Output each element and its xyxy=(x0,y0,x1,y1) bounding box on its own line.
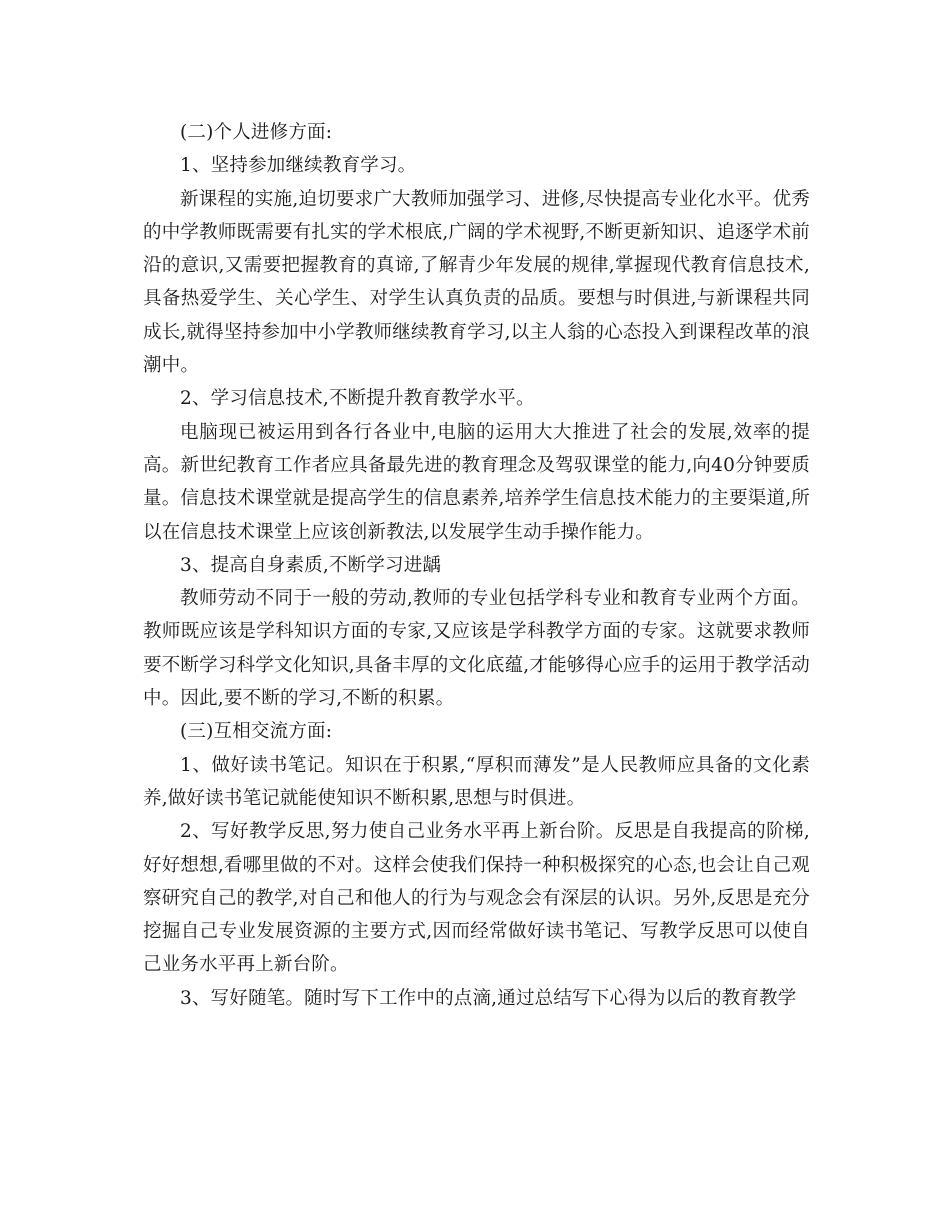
document-body xyxy=(143,116,810,1015)
item-heading-self-improvement: 3、提高自身素质,不断学习进龋 xyxy=(180,554,442,576)
item-heading-continuing-education: 1、坚持参加继续教育学习。 xyxy=(180,155,417,177)
section-heading-mutual-exchange: (三)互相交流方面: xyxy=(180,721,333,743)
section-heading-personal-study: (二)个人进修方面: xyxy=(180,122,333,143)
paragraph-reading-notes: 1、做好读书笔记。知识在于积累,“厚积而薄发”是人民教师应具备的文化素养,做好读书笔记就能使知识不断积累,思想与时俱进。 xyxy=(143,754,810,809)
paragraph-computer-usage: 电脑现已被运用到各行各业中,电脑的运用大大推进了社会的发展,效率的提高。新世纪教育工作者应具备最先进的教育理念及驾驭课堂的能力,向40分钟要质量。信息技术课堂就是提高学生的信息素养,培养学生信息技术能力的主要渠道,所以在信息技术课堂上应该创新教法,以发展学生动手操作能力。 xyxy=(143,421,810,543)
paragraph-essays: 3、写好随笔。随时写下工作中的点滴,通过总结写下心得为以后的教育教学 xyxy=(180,987,797,1009)
paragraph-new-curriculum: 新课程的实施,迫切要求广大教师加强学习、进修,尽快提高专业化水平。优秀的中学教师既需要有扎实的学术根底,广阔的学术视野,不断更新知识、追逐学术前沿的意识,又需要把握教育的真谛,了解青少年发展的规律,掌握现代教育信息技术,具备热爱学生、关心学生、对学生认真负责的品质。要想与时俱进,与新课程共同成长,就得坚持参加中小学教师继续教育学习,以主人翁的心态投入到课程改革的浪潮中。 xyxy=(143,188,810,377)
item-heading-information-technology: 2、学习信息技术,不断提升教育教学水平。 xyxy=(180,388,535,410)
paragraph-teaching-reflection: 2、写好教学反思,努力使自己业务水平再上新台阶。反思是自我提高的阶梯,好好想想,看哪里做的不对。这样会使我们保持一种积极探究的心态,也会让自己观察研究自己的教学,对自己和他人的行为与观念会有深层的认识。另外,反思是充分挖掘自己专业发展资源的主要方式,因而经常做好读书笔记、写教学反思可以使自己业务水平再上新台阶。 xyxy=(143,821,810,976)
paragraph-teacher-labor: 教师劳动不同于一般的劳动,教师的专业包括学科专业和教育专业两个方面。教师既应该是学科知识方面的专家,又应该是学科教学方面的专家。这就要求教师要不断学习科学文化知识,具备丰厚的文化底蕴,才能够得心应手的运用于教学活动中。因此,要不断的学习,不断的积累。 xyxy=(143,588,810,710)
